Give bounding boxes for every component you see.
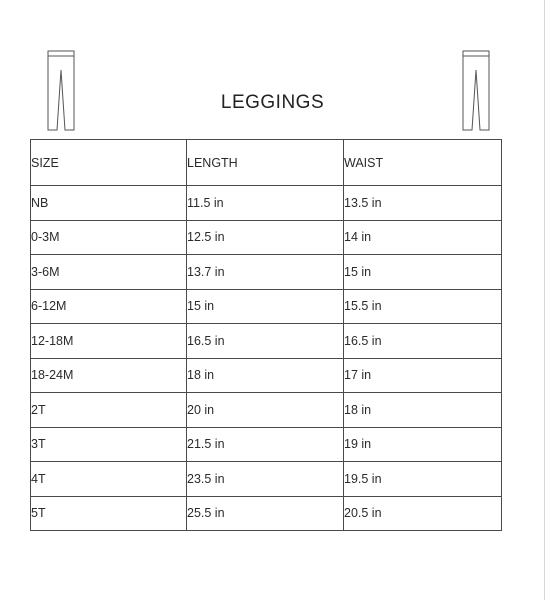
- table-row: [31, 324, 502, 359]
- waist-cell: 13.5 in: [344, 186, 502, 221]
- size-cell: 18-24M: [31, 358, 187, 393]
- size-cell: 12-18M: [31, 324, 187, 359]
- length-cell: 18 in: [187, 358, 344, 393]
- table-row: [31, 186, 502, 221]
- size-cell: 6-12M: [31, 289, 187, 324]
- table-row: [31, 462, 502, 497]
- length-cell: 25.5 in: [187, 496, 344, 531]
- size-cell: 0-3M: [31, 220, 187, 255]
- column-header-size: SIZE: [31, 140, 187, 186]
- size-cell: 5T: [31, 496, 187, 531]
- size-cell: 3-6M: [31, 255, 187, 290]
- leggings-icon: [45, 50, 77, 132]
- waist-cell: 19.5 in: [344, 462, 502, 497]
- table-row: [31, 496, 502, 531]
- waist-cell: 19 in: [344, 427, 502, 462]
- leggings-icon: [460, 50, 492, 132]
- waist-cell: 15 in: [344, 255, 502, 290]
- length-cell: 13.7 in: [187, 255, 344, 290]
- size-cell: NB: [31, 186, 187, 221]
- length-cell: 12.5 in: [187, 220, 344, 255]
- page-title: LEGGINGS: [220, 92, 325, 113]
- size-cell: 3T: [31, 427, 187, 462]
- waist-cell: 14 in: [344, 220, 502, 255]
- column-header-waist: WAIST: [344, 140, 502, 186]
- waist-cell: 15.5 in: [344, 289, 502, 324]
- table-row: [31, 358, 502, 393]
- table-row: [31, 289, 502, 324]
- length-cell: 11.5 in: [187, 186, 344, 221]
- waist-cell: 16.5 in: [344, 324, 502, 359]
- length-cell: 21.5 in: [187, 427, 344, 462]
- table-row: [31, 427, 502, 462]
- size-cell: 2T: [31, 393, 187, 428]
- size-chart-table: [30, 139, 502, 531]
- table-row: [31, 393, 502, 428]
- waist-cell: 17 in: [344, 358, 502, 393]
- table-row: [31, 255, 502, 290]
- table-header-row: [31, 140, 502, 186]
- length-cell: 20 in: [187, 393, 344, 428]
- column-header-length: LENGTH: [187, 140, 344, 186]
- length-cell: 15 in: [187, 289, 344, 324]
- waist-cell: 20.5 in: [344, 496, 502, 531]
- size-cell: 4T: [31, 462, 187, 497]
- table-row: [31, 220, 502, 255]
- length-cell: 23.5 in: [187, 462, 344, 497]
- waist-cell: 18 in: [344, 393, 502, 428]
- length-cell: 16.5 in: [187, 324, 344, 359]
